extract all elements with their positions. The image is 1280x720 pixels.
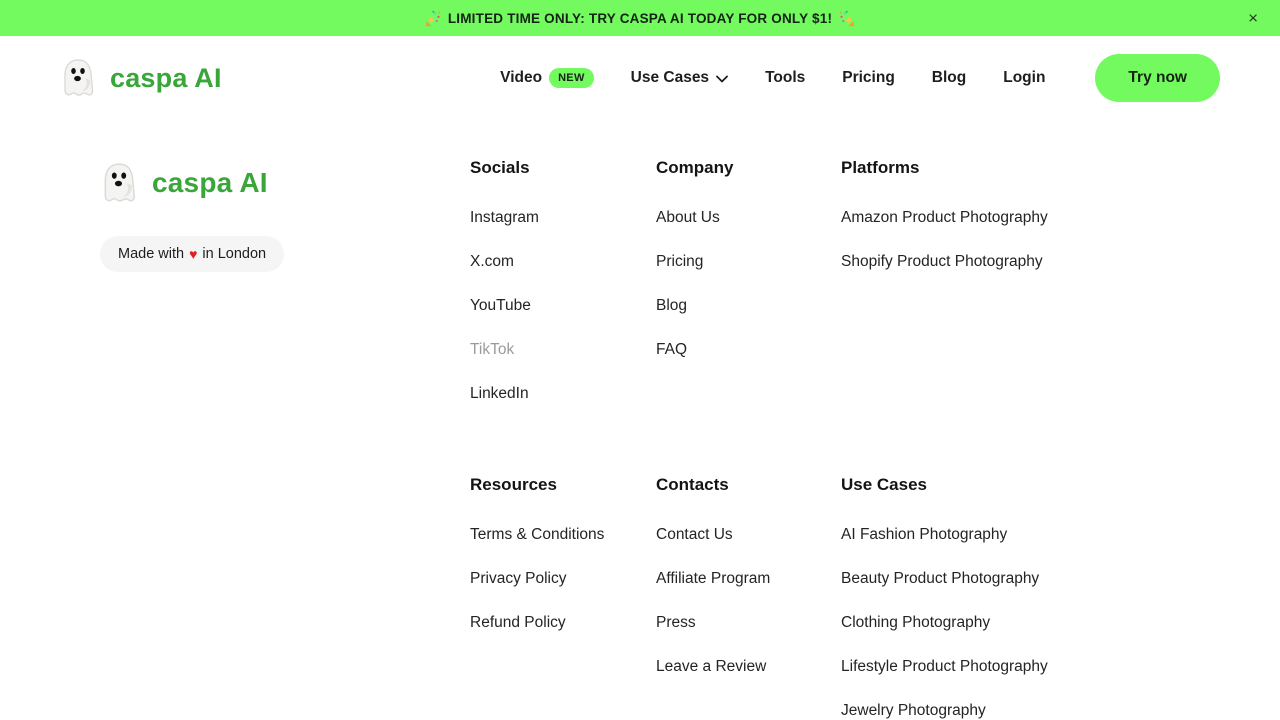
ghost-icon [60, 58, 96, 98]
footer-link-refund[interactable]: Refund Policy [470, 614, 566, 631]
column-title: Contacts [656, 475, 729, 494]
nav-label: Login [1003, 69, 1046, 86]
footer-link-jewelry-photography[interactable]: Jewelry Photography [841, 702, 986, 719]
main-nav [500, 68, 1045, 88]
nav-label: Video [500, 69, 543, 86]
ghost-icon [100, 162, 138, 204]
nav-item-use-cases[interactable] [631, 69, 728, 87]
nav-item-video[interactable] [500, 68, 594, 88]
column-title: Use Cases [841, 475, 928, 494]
footer-link-terms[interactable]: Terms & Conditions [470, 526, 605, 543]
nav-item-login[interactable] [1003, 69, 1045, 87]
footer-link-clothing-photography[interactable]: Clothing Photography [841, 614, 991, 631]
column-title: Company [656, 158, 734, 177]
nav-label: Use Cases [630, 69, 710, 86]
footer-column-use-cases [841, 467, 1220, 720]
heart-icon: ♥ [189, 246, 198, 262]
nav-item-tools[interactable] [765, 69, 805, 87]
made-with-pre: Made with [118, 246, 185, 262]
footer-logo[interactable] [100, 162, 470, 204]
column-title: Platforms [841, 158, 920, 177]
footer-column-resources [470, 467, 656, 658]
footer-link-pricing[interactable]: Pricing [656, 253, 704, 270]
footer-brand-block [100, 150, 470, 720]
footer-link-about-us[interactable]: About Us [656, 209, 720, 226]
footer-link-linkedin[interactable]: LinkedIn [470, 385, 529, 402]
footer-column-contacts [656, 467, 841, 702]
close-icon[interactable]: × [1244, 8, 1262, 29]
footer-link-youtube[interactable]: YouTube [470, 297, 531, 314]
column-title: Socials [470, 158, 530, 177]
brand-name: caspa AI [152, 167, 268, 198]
footer-link-privacy[interactable]: Privacy Policy [470, 570, 567, 587]
new-badge: NEW [549, 68, 594, 88]
footer-link-ai-fashion-photography[interactable]: AI Fashion Photography [841, 526, 1008, 543]
chevron-down-icon [716, 75, 728, 83]
footer-link-leave-a-review[interactable]: Leave a Review [656, 658, 767, 675]
footer-column-platforms [841, 150, 1220, 297]
try-now-button[interactable]: Try now [1095, 54, 1220, 102]
footer-link-contact-us[interactable]: Contact Us [656, 526, 733, 543]
site-footer [0, 120, 1280, 720]
footer-link-beauty-product-photography[interactable]: Beauty Product Photography [841, 570, 1040, 587]
footer-link-blog[interactable]: Blog [656, 297, 688, 314]
footer-link-faq[interactable]: FAQ [656, 341, 688, 358]
footer-link-amazon-product-photography[interactable]: Amazon Product Photography [841, 209, 1048, 226]
nav-item-pricing[interactable] [842, 69, 895, 87]
site-header [0, 36, 1280, 120]
footer-link-tiktok[interactable]: TikTok [470, 341, 515, 358]
column-title: Resources [470, 475, 557, 494]
brand-name: caspa AI [110, 62, 222, 93]
footer-link-instagram[interactable]: Instagram [470, 209, 539, 226]
nav-label: Blog [931, 69, 967, 86]
promo-banner [0, 0, 1280, 36]
footer-link-shopify-product-photography[interactable]: Shopify Product Photography [841, 253, 1043, 270]
header-logo[interactable] [60, 58, 222, 98]
footer-link-press[interactable]: Press [656, 614, 696, 631]
nav-label: Tools [765, 69, 806, 86]
confetti-icon [839, 10, 856, 27]
footer-link-affiliate-program[interactable]: Affiliate Program [656, 570, 771, 587]
footer-link-columns [470, 150, 1220, 720]
footer-link-xcom[interactable]: X.com [470, 253, 514, 270]
footer-column-socials [470, 150, 656, 429]
made-with-badge [100, 236, 284, 272]
nav-label: Pricing [842, 69, 895, 86]
made-with-post: in London [202, 246, 267, 262]
footer-column-company [656, 150, 841, 385]
promo-text: LIMITED TIME ONLY: TRY CASPA AI TODAY FOR ONLY $1! [447, 10, 833, 26]
footer-link-lifestyle-product-photography[interactable]: Lifestyle Product Photography [841, 658, 1048, 675]
nav-item-blog[interactable] [932, 69, 966, 87]
confetti-icon [424, 10, 441, 27]
